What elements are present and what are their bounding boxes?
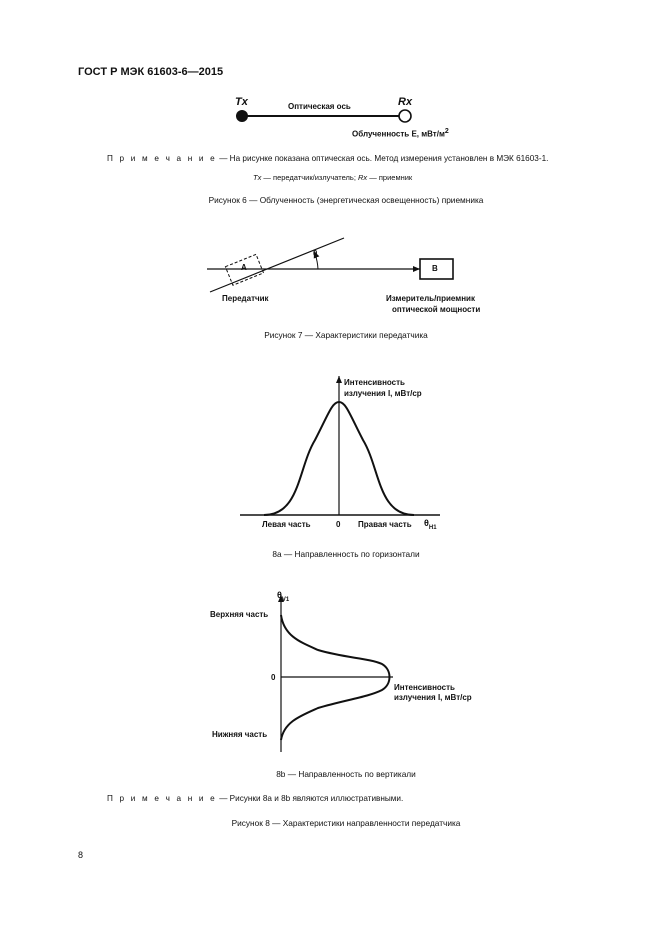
figure6-caption: Рисунок 6 — Облученность (энергетическая освещенность) приемника	[208, 195, 484, 205]
box-a-label: A	[241, 263, 247, 272]
x-axis-label-line2: излучения I, мВт/ср	[394, 693, 472, 702]
theta-h-axis-label: $\theta_{H1}$	[424, 518, 437, 531]
rotated-axis-line	[210, 238, 344, 292]
figure6-note: П р и м е ч а н и е — На рисунке показана оптическая ось. Метод измерения установлен в МЭК 61603-1.	[107, 154, 549, 163]
figure8-caption: Рисунок 8 — Характеристики направленности передатчика	[231, 818, 461, 828]
figure8a-caption: 8a — Направленность по горизонтали	[272, 549, 420, 559]
figure7-caption: Рисунок 7 — Характеристики передатчика	[264, 330, 428, 340]
angle-theta-label: θ	[313, 249, 318, 258]
rx-label: Rx	[398, 96, 413, 108]
transmitter-label: Передатчик	[222, 294, 269, 303]
y-axis-label-line1: Интенсивность	[344, 378, 405, 387]
figure6-legend: Tx — передатчик/излучатель; Rx — приемник	[253, 173, 413, 182]
page-number: 8	[78, 850, 84, 860]
figure8-note: П р и м е ч а н и е — Рисунки 8a и 8b являются иллюстративными.	[107, 794, 404, 803]
meter-label-line2: оптической мощности	[392, 305, 481, 314]
figure8b-caption: 8b — Направленность по вертикали	[276, 769, 416, 779]
right-part-label: Правая часть	[358, 520, 412, 529]
zero-label: 0	[336, 520, 341, 529]
lower-part-label: Нижняя часть	[212, 730, 268, 739]
figure8b-vertical-chart	[281, 595, 393, 752]
box-b-label: B	[432, 264, 438, 273]
tx-label: Tx	[235, 96, 248, 108]
zero-label: 0	[271, 673, 276, 682]
left-part-label: Левая часть	[262, 520, 311, 529]
theta-v-axis-label: $\theta_{V1}$	[277, 590, 290, 603]
irradiance-label: Облученность E, мВт/$м^2$	[352, 128, 449, 139]
transmitter-dot	[236, 110, 248, 122]
optical-axis-label: Оптическая ось	[288, 102, 351, 111]
receiver-circle	[399, 110, 411, 122]
x-axis-label-line1: Интенсивность	[394, 683, 455, 692]
upper-part-label: Верхняя часть	[210, 610, 269, 619]
meter-label-line1: Измеритель/приемник	[386, 294, 475, 303]
y-axis-label-line2: излучения I, мВт/ср	[344, 389, 422, 398]
figure6-optical-axis-diagram	[236, 110, 411, 122]
standard-title: ГОСТ Р МЭК 61603-6—2015	[78, 66, 224, 78]
